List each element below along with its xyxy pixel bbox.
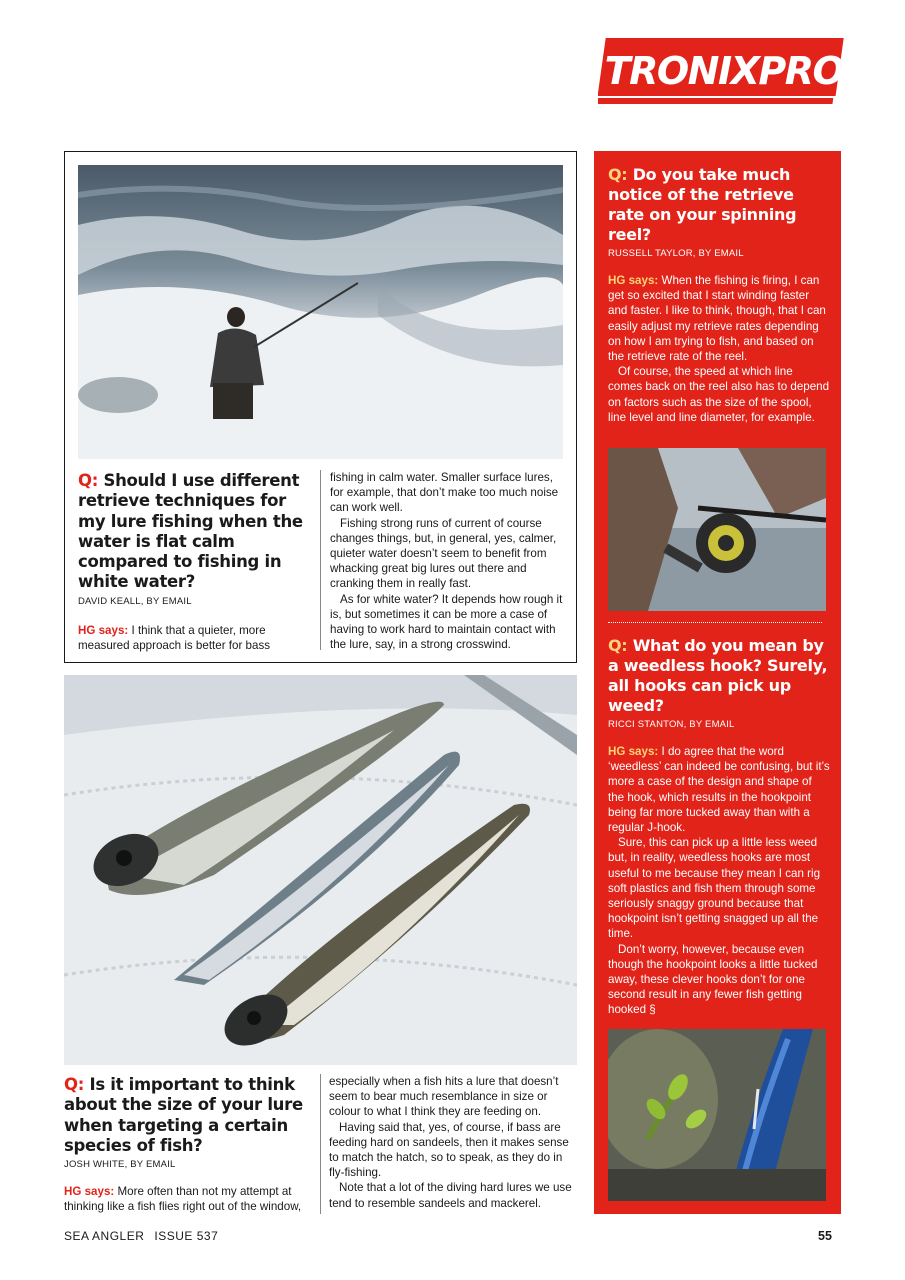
magazine-name: SEA ANGLER bbox=[64, 1229, 145, 1243]
answer-continued: especially when a fish hits a lure that doesn’t seem to bear much resemblance in size or colour to what I think they are feeding on. Having said that, yes, of course, if bass are feeding hard on sandeels, then it makes sense to match the hatch, so to speak, as they do in fly-fishing. Note that a lot of the diving hard lures we use tend to resemble sandeels and mackerel. bbox=[329, 1075, 572, 1210]
page-footer bbox=[64, 1229, 218, 1243]
question-byline: DAVID KEALL, BY EMAIL bbox=[78, 595, 192, 607]
tronixpro-logo bbox=[598, 36, 846, 106]
column-divider bbox=[320, 470, 321, 650]
red-sidebar bbox=[594, 151, 841, 1214]
answer-text: HG says: I think that a quieter, more measured approach is better for bass bbox=[78, 623, 271, 652]
surf-angler-photo bbox=[78, 165, 563, 459]
hg-says-label: HG says: bbox=[608, 274, 659, 287]
answer-text: HG says: More often than not my attempt at thinking like a fish flies right out of the window, bbox=[64, 1185, 302, 1214]
question-byline: JOSH WHITE, BY EMAIL bbox=[64, 1159, 176, 1171]
question-title: Q: Should I use different retrieve techniques for my lure fishing when the water is flat calm compared to fishing in white water? bbox=[78, 471, 303, 592]
end-mark-icon: § bbox=[649, 1003, 656, 1017]
hg-says-label: HG says: bbox=[78, 623, 129, 637]
hg-says-label: HG says: bbox=[64, 1185, 115, 1199]
question-title: Q: Do you take much notice of the retrieve rate on your spinning reel? bbox=[608, 165, 797, 244]
question-title: Q: Is it important to think about the size of your lure when targeting a certain species of fish? bbox=[64, 1075, 303, 1155]
section-divider bbox=[608, 622, 822, 623]
svg-text:TRONIXPRO: TRONIXPRO bbox=[604, 49, 844, 93]
answer-text: HG says: When the fishing is firing, I can get so excited that I start winding faster and faster. I like to think, though, that I can easily adjust my retrieve rates depending on how I am trying to fish, and based on the retrieve rate of the reel. Of course, the speed at which line comes back on the reel also has to depend on factors such as the size of the spool, line level and line diameter, for example. bbox=[608, 274, 830, 424]
answer-continued: fishing in calm water. Smaller surface lures, for example, that don’t make too much noise can work well. Fishing strong runs of current of course changes things, but, in general, yes, calmer, quieter water doesn’t seem to benefit from whacking great big lures out there and cranking them in really fast. As for white water? It depends how rough it is, but sometimes it can be more a case of having to work hard to maintain contact with the lure, say, in a strong crosswind. bbox=[330, 471, 563, 652]
hg-says-label: HG says: bbox=[608, 745, 659, 758]
question-byline: RICCI STANTON, BY EMAIL bbox=[608, 719, 735, 730]
soft-lures-photo bbox=[64, 675, 577, 1065]
answer-text: HG says: I do agree that the word ‘weedless’ can indeed be confusing, but it’s more a case of the design and shape of the hook, which results in the hookpoint being far more tucked away than with a regular J-hook. Sure, this can pick up a little less weed but, in reality, weedless hooks are most useful to me because they mean I can rig soft plastics and fish them through some seriously snaggy ground because that hookpoint isn’t getting snagged up all the time. Don’t worry, however, because even though the hookpoint looks a little tucked away, these clever hooks don’t for one second result in any fewer fish getting hooked § bbox=[608, 745, 830, 1017]
column-divider bbox=[320, 1074, 321, 1214]
question-weedless-hook bbox=[608, 636, 830, 1018]
page-number: 55 bbox=[818, 1229, 832, 1243]
question-lure-size bbox=[64, 1075, 314, 1215]
spinning-reel-photo bbox=[608, 448, 826, 611]
question-byline: RUSSELL TAYLOR, BY EMAIL bbox=[608, 248, 744, 259]
question-retrieve-rate bbox=[608, 165, 830, 425]
question-title: Q: What do you mean by a weedless hook? Surely, all hooks can pick up weed? bbox=[608, 636, 828, 715]
issue-number: ISSUE 537 bbox=[154, 1229, 219, 1243]
weedless-hook-photo bbox=[608, 1029, 826, 1201]
question-retrieve-techniques bbox=[78, 471, 310, 653]
